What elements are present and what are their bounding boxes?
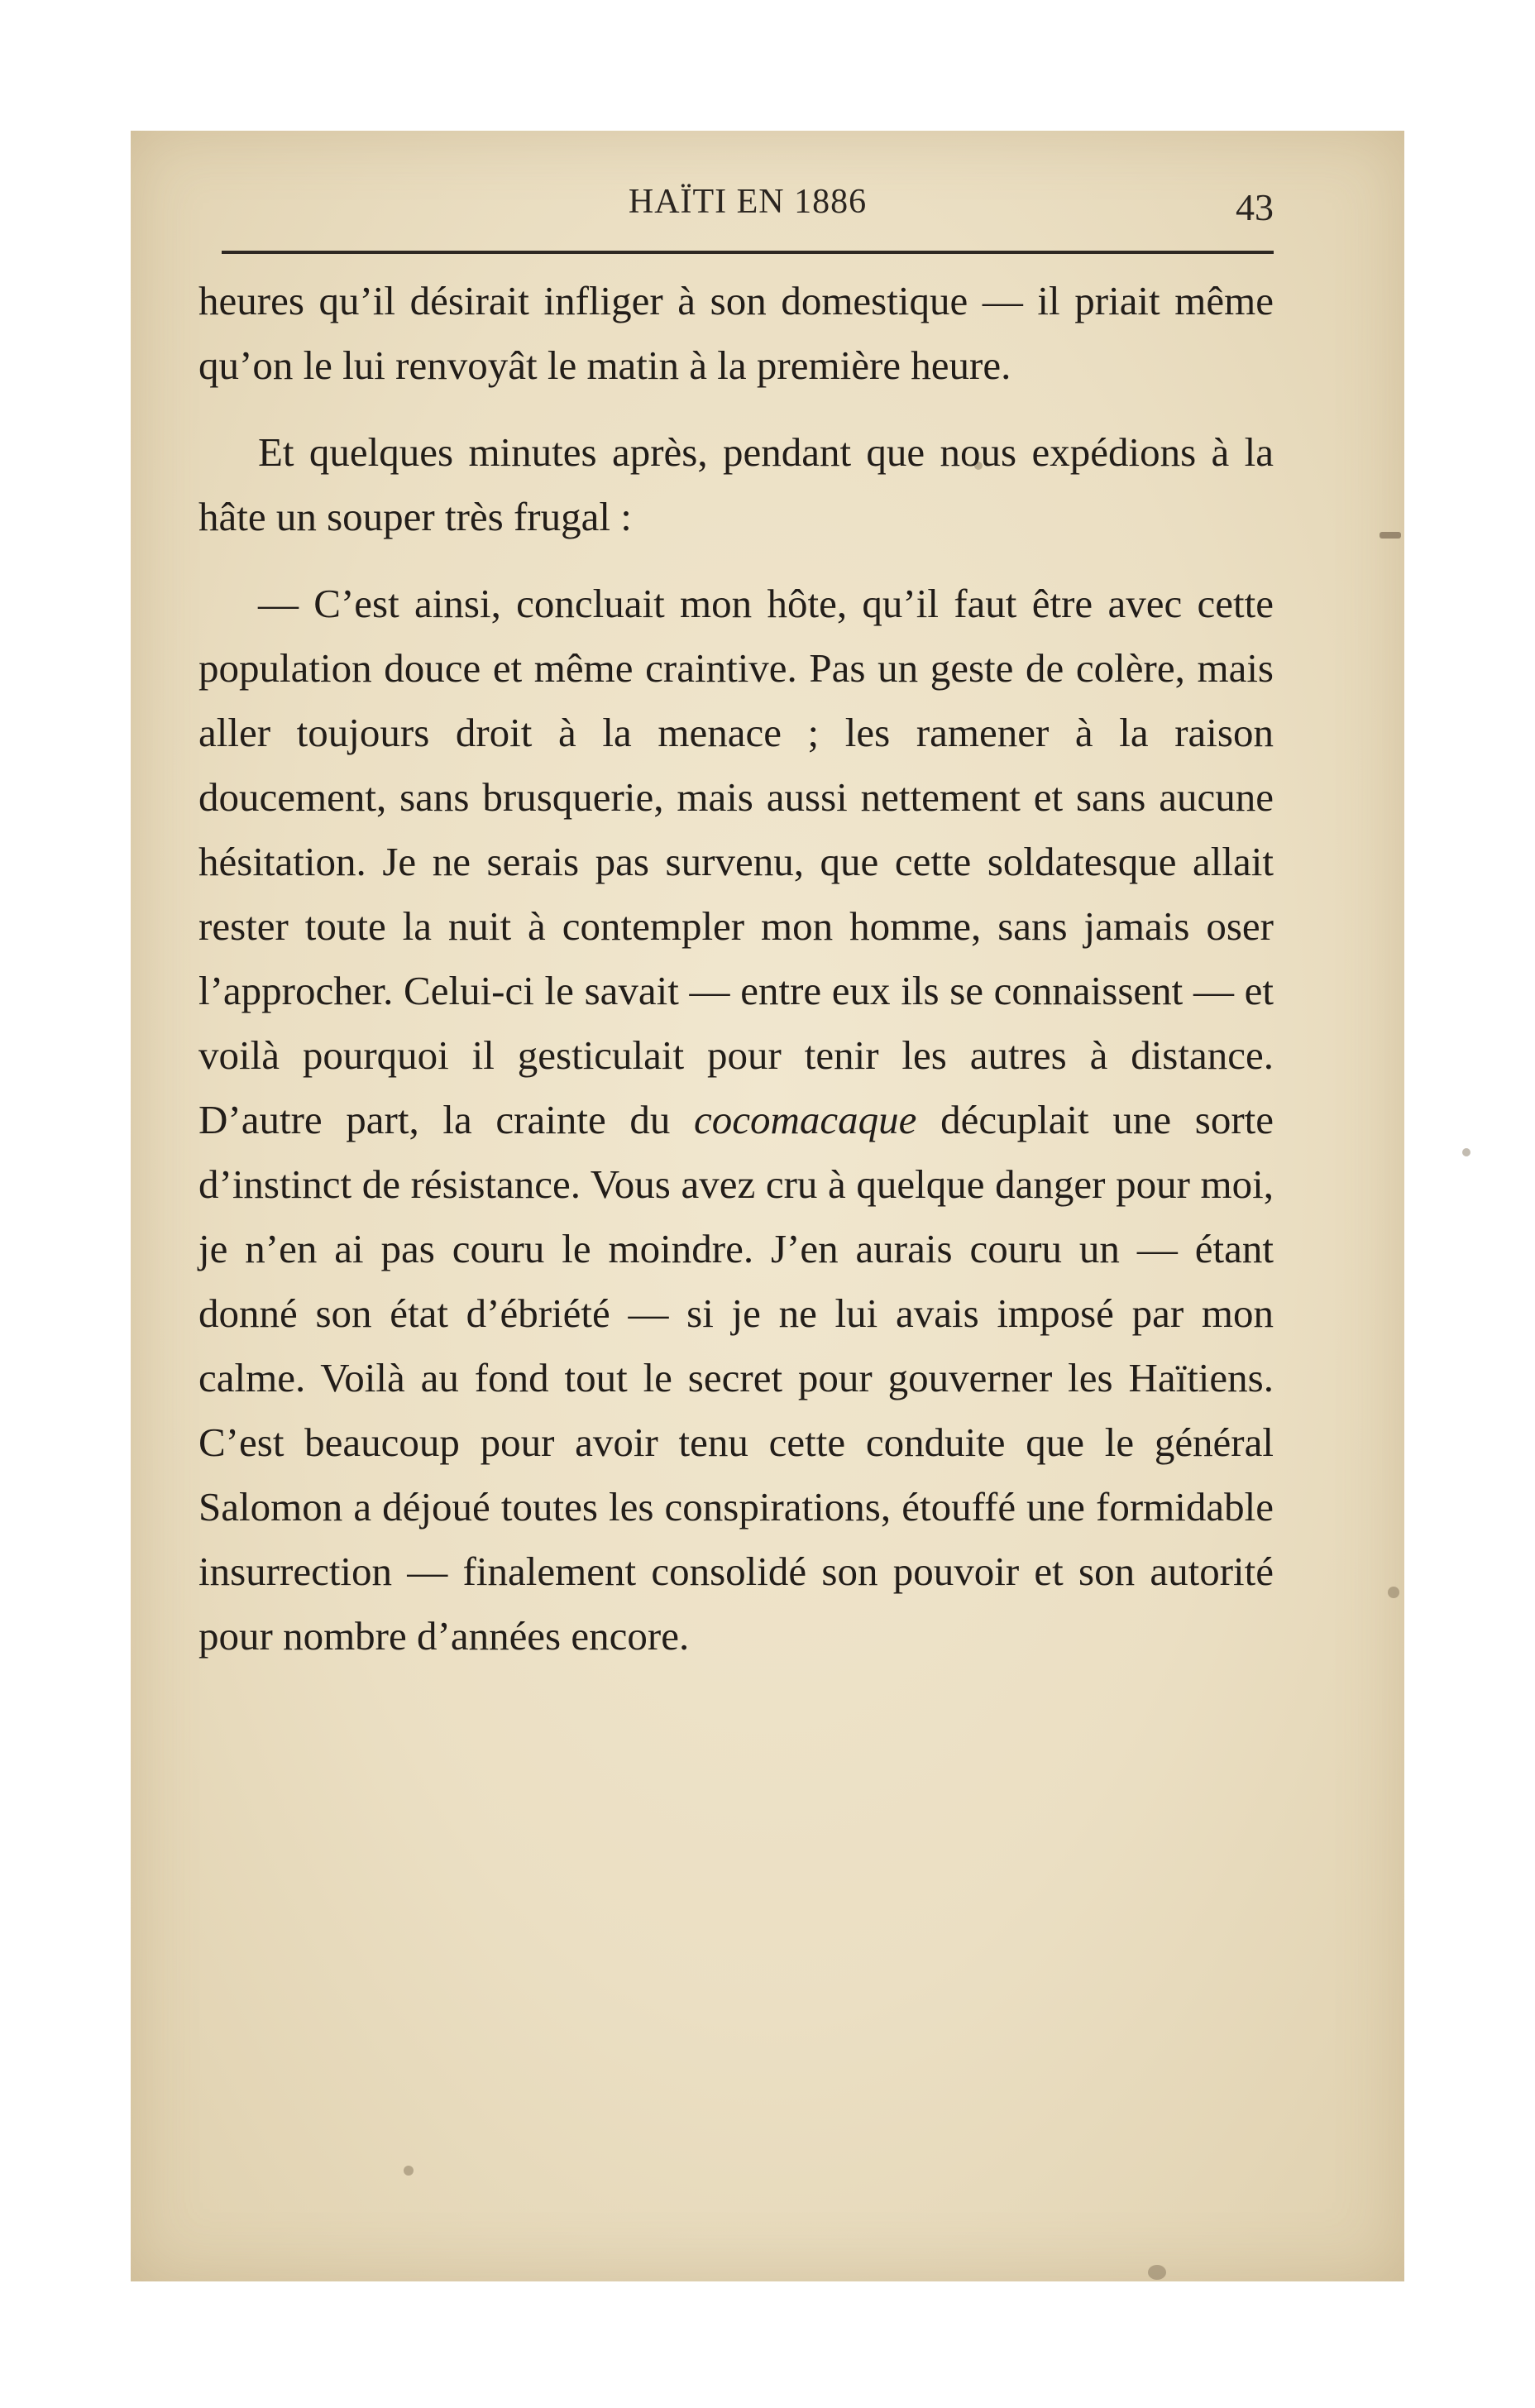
running-head xyxy=(222,175,1274,233)
paper-speck xyxy=(1462,1148,1470,1156)
paragraph-text: — C’est ainsi, concluait mon hôte, qu’il faut être avec cette population douce et même craintive. Pas un geste de colère, mais aller toujours droit à la menace ; les ramener à la raison doucement, sans brusquerie, mais aussi nettement et sans aucune hésitation. Je ne serais pas survenu, que cette soldatesque allait rester toute la nuit à contempler mon homme, sans jamais oser l’approcher. Celui-ci le savait — entre eux ils se connaissent — et voilà pourquoi il gesticulait pour tenir les autres à distance. D’autre part, la crainte du xyxy=(198,581,1274,1142)
header-rule xyxy=(222,251,1274,254)
italic-term: cocomacaque xyxy=(694,1097,917,1142)
paragraph xyxy=(198,572,1274,1668)
paper-speck xyxy=(404,2166,414,2176)
paragraph xyxy=(198,420,1274,549)
paragraph xyxy=(198,269,1274,398)
paper-speck xyxy=(1388,1587,1399,1598)
paragraph-text: heures qu’il désirait infliger à son domestique — il priait même qu’on le lui renvoyât le matin à la première heure. xyxy=(198,278,1274,388)
paragraph-text: décuplait une sorte d’instinct de résistance. Vous avez cru à quelque danger pour moi, je n’en ai pas couru le moindre. J’en aurais couru un — étant donné son état d’ébriété — si je ne lui avais imposé par mon calme. Voilà au fond tout le secret pour gouverner les Haïtiens. C’est beaucoup pour avoir tenu cette conduite que le général Salomon a déjoué toutes les conspirations, étouffé une formidable insurrection — finalement consolidé son pouvoir et son autorité pour nombre d’années encore. xyxy=(198,1097,1274,1659)
paper-speck xyxy=(1148,2265,1166,2280)
page-number: 43 xyxy=(1236,186,1274,228)
running-title: HAÏTI EN 1886 xyxy=(628,183,868,221)
paragraph-text: Et quelques minutes après, pendant que nous expédions à la hâte un souper très frugal : xyxy=(198,429,1274,539)
body-text xyxy=(198,269,1274,1691)
margin-speck xyxy=(1380,532,1401,539)
